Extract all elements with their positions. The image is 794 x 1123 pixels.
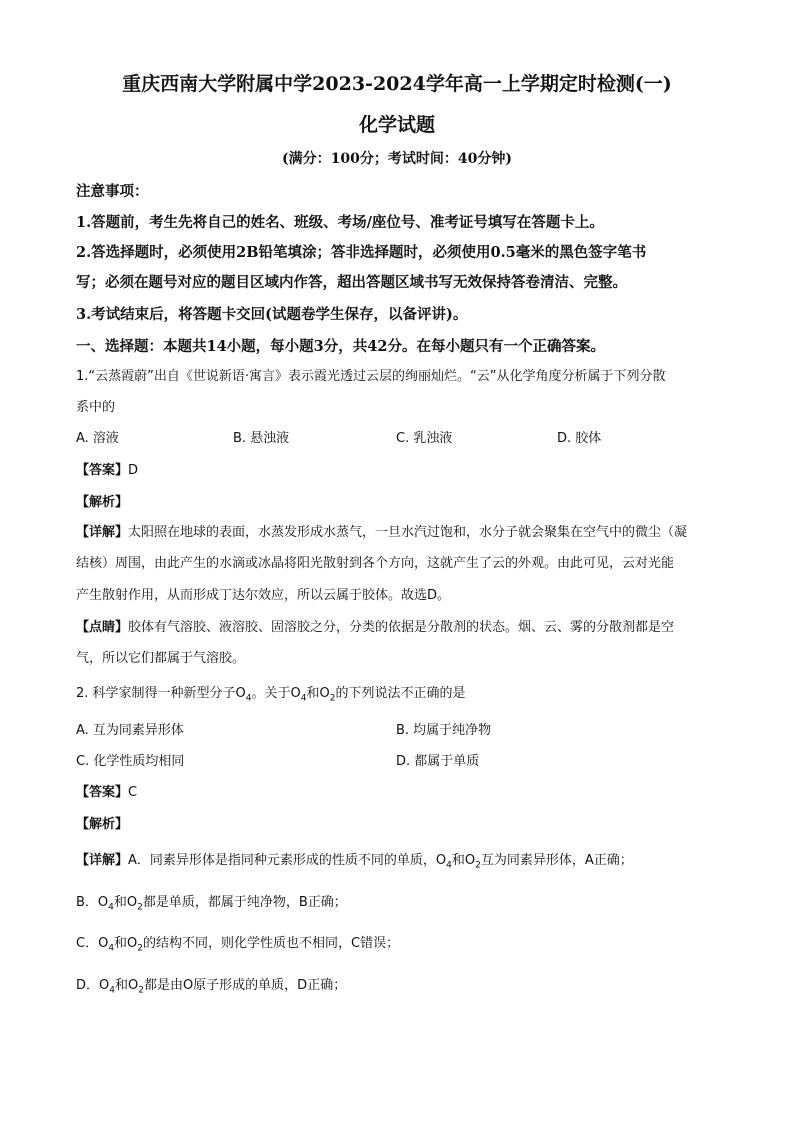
answer-value: C	[128, 785, 138, 800]
detail-line	[76, 976, 346, 996]
comment-text: 胶体有气溶胶、液溶胶、固溶胶之分，分类的依据是分散剂的状态。烟、云、雾的分散剂都是空	[128, 620, 675, 635]
detail-text: 互为同素异形体，A正确；	[480, 853, 633, 868]
question-stem: 1.“云蒸霞蔚”出自《世说新语·寓言》表示霞光透过云层的绚丽灿烂。“云”从化学角度分析属于下列分散	[76, 369, 666, 384]
option-c: C. 化学性质均相同	[76, 754, 185, 769]
section-heading: 一、选择题：本题共14小题，每小题3分，共42分。在每小题只有一个正确答案。	[76, 338, 605, 355]
subscript: 4	[446, 860, 452, 871]
stem-part: 。关于O	[251, 686, 301, 701]
answer-value: D	[128, 463, 139, 478]
answer-line	[76, 783, 137, 803]
detail-text: 和O	[114, 936, 138, 951]
detail-text: 都是单质，都属于纯净物，B正确；	[142, 895, 347, 910]
comment-tag: 【点睛】	[76, 620, 129, 635]
note-item: 写；必须在题号对应的题目区域内作答，超出答题区域书写无效保持答卷清洁、完整。	[76, 274, 627, 291]
answer-tag: 【答案】	[76, 785, 129, 800]
detail-line	[76, 934, 399, 954]
option-c: C. 乳浊液	[396, 431, 453, 446]
detail-line	[76, 523, 687, 543]
notes-heading: 注意事项：	[76, 183, 149, 200]
detail-text: 和O	[114, 978, 139, 993]
option-b: B. 均属于纯净物	[396, 723, 492, 738]
detail-text: A．同素异形体是指同种元素形成的性质不同的单质，O	[128, 853, 447, 868]
detail-tag: 【详解】	[76, 525, 129, 540]
subscript: 2	[137, 902, 143, 913]
stem-part: 和O	[306, 686, 330, 701]
option-d: D. 胶体	[557, 431, 602, 446]
subscript: 4	[108, 902, 114, 913]
analysis-tag	[76, 815, 128, 835]
subscript: 4	[300, 693, 307, 704]
detail-text: 太阳照在地球的表面，水蒸发形成水蒸气，一旦水汽过饱和，水分子就会聚集在空气中的微尘（凝	[128, 525, 688, 540]
subscript: 2	[137, 943, 144, 954]
detail-tag: 【详解】	[76, 853, 129, 868]
exam-info: (满分：100分；考试时间：40分钟)	[282, 151, 512, 167]
detail-line: 结核）周围，由此产生的水滴或冰晶将阳光散射到各个方向，这就产生了云的外观。由此可见，云对光能	[76, 556, 675, 571]
exam-title: 重庆西南大学附属中学2023-2024学年高一上学期定时检测(一)	[122, 73, 672, 95]
detail-text: 都是由O原子形成的单质，D正确；	[143, 978, 347, 993]
comment-line: 气，所以它们都属于气溶胶。	[76, 651, 246, 666]
detail-text: C．O	[76, 936, 109, 951]
detail-text: 的结构不同，则化学性质也不相同，C错误；	[143, 936, 400, 951]
option-d: D. 都属于单质	[396, 754, 480, 769]
option-a: A. 溶液	[76, 431, 119, 446]
subject-title: 化学试题	[358, 114, 435, 136]
subscript: 2	[475, 860, 481, 871]
option-a: A. 互为同素异形体	[76, 723, 184, 738]
option-b: B. 悬浊液	[233, 431, 290, 446]
detail-text: D．O	[76, 978, 110, 993]
note-item: 1.答题前，考生先将自己的姓名、班级、考场/座位号、准考证号填写在答题卡上。	[76, 214, 604, 231]
subscript: 2	[138, 985, 144, 996]
question-stem: 系中的	[76, 400, 116, 415]
detail-text: 和O	[451, 853, 476, 868]
detail-line	[76, 851, 633, 871]
subscript: 2	[329, 693, 336, 704]
detail-line	[76, 893, 347, 913]
analysis-label: 【解析】	[76, 817, 129, 832]
subscript: 4	[245, 693, 252, 704]
detail-text: 和O	[113, 895, 138, 910]
detail-text: B．O	[76, 895, 109, 910]
analysis-label: 【解析】	[76, 495, 129, 510]
subscript: 4	[108, 943, 115, 954]
stem-part: 2. 科学家制得一种新型分子O	[76, 686, 246, 701]
comment-line	[76, 618, 674, 638]
answer-tag: 【答案】	[76, 463, 129, 478]
subscript: 4	[109, 985, 115, 996]
question-stem	[76, 684, 465, 704]
detail-line: 产生散射作用，从而形成丁达尔效应，所以云属于胶体。故选D。	[76, 588, 451, 603]
analysis-tag	[76, 493, 128, 513]
note-item: 2.答选择题时，必须使用2B铅笔填涂；答非选择题时，必须使用0.5毫米的黑色签字笔书	[76, 244, 647, 261]
stem-part: 的下列说法不正确的是	[335, 686, 466, 701]
note-item: 3.考试结束后，将答题卡交回(试题卷学生保存，以备评讲)。	[76, 306, 468, 323]
answer-line	[76, 461, 138, 481]
